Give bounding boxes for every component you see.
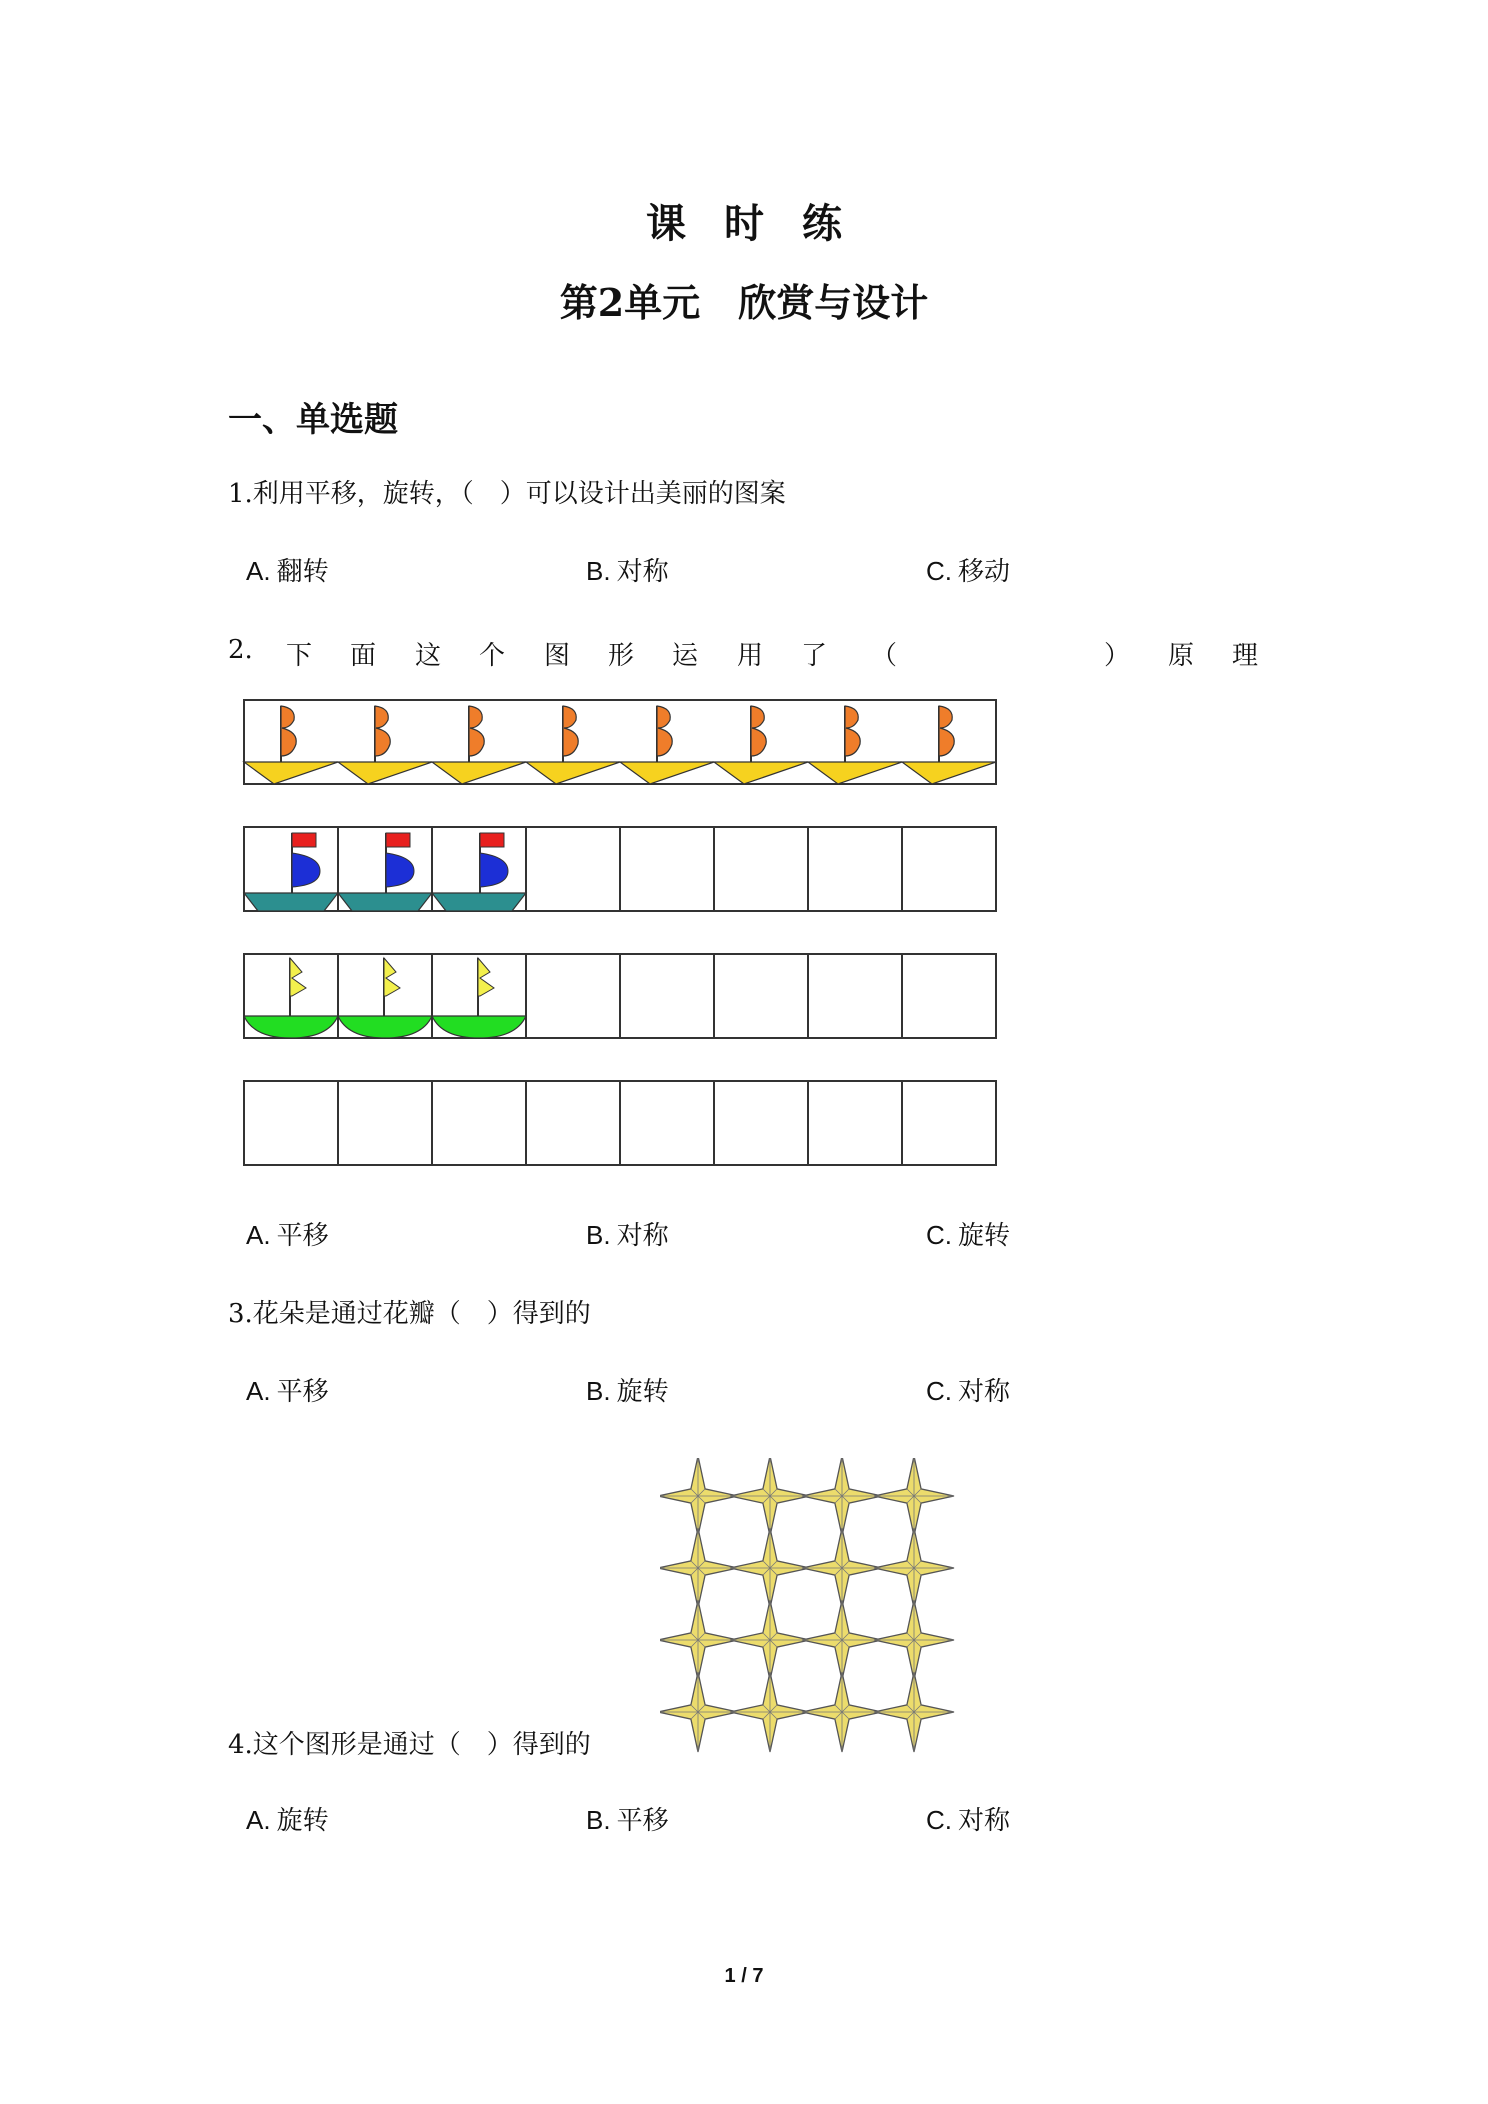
flag — [469, 706, 484, 756]
star-tile — [802, 1672, 882, 1752]
option-label: C. — [926, 1220, 952, 1250]
flag-boat — [244, 706, 338, 784]
q1-option-a[interactable] — [246, 551, 329, 588]
question-3-text: 3.花朵是通过花瓣（ ）得到的 — [228, 1299, 591, 1329]
option-label: A. — [246, 1220, 271, 1250]
sail — [480, 853, 508, 887]
q2-token: 原 — [1168, 641, 1195, 671]
hull — [526, 762, 620, 784]
flag-boat — [714, 706, 808, 784]
boat-row — [244, 827, 996, 911]
q2-token: 理 — [1232, 641, 1259, 671]
option-label: A. — [246, 556, 271, 586]
flag — [939, 706, 954, 756]
flag — [845, 706, 860, 756]
page-subtitle: 第2单元 欣赏与设计 — [559, 280, 929, 325]
flag — [563, 706, 578, 756]
hull — [244, 762, 338, 784]
star-tile — [874, 1458, 954, 1536]
option-label: B. — [586, 1805, 611, 1835]
q1-option-c[interactable] — [926, 551, 1010, 588]
option-text: 移动 — [958, 556, 1011, 586]
section-title: 一、单选题 — [228, 400, 398, 440]
star-tile — [660, 1528, 738, 1608]
star-tile — [660, 1458, 738, 1536]
q4-option-a[interactable] — [246, 1800, 329, 1837]
sail-boat-green — [244, 958, 338, 1038]
option-text: 对称 — [616, 556, 669, 586]
q3-option-c[interactable] — [926, 1371, 1010, 1408]
option-label: C. — [926, 1376, 952, 1406]
option-text: 对称 — [958, 1805, 1011, 1835]
sail — [290, 958, 306, 996]
star-tile — [660, 1672, 738, 1752]
sail-boat-blue — [244, 833, 338, 911]
sail — [384, 958, 400, 996]
boat-row — [244, 1081, 996, 1165]
hull — [432, 762, 526, 784]
option-label: A. — [246, 1376, 271, 1406]
hull — [338, 1016, 432, 1038]
option-text: 平移 — [616, 1805, 669, 1835]
option-text: 翻转 — [276, 556, 329, 586]
star-tile — [730, 1600, 810, 1680]
option-label: B. — [586, 1376, 611, 1406]
q3-option-b[interactable] — [586, 1371, 669, 1408]
hull — [808, 762, 902, 784]
option-label: A. — [246, 1805, 271, 1835]
hull — [432, 893, 526, 911]
flag-boat — [902, 706, 996, 784]
sail-boat-blue — [432, 833, 526, 911]
sail — [292, 853, 320, 887]
flag-boat — [432, 706, 526, 784]
page-number: 1 / 7 — [724, 1965, 764, 1987]
option-text: 旋转 — [616, 1376, 669, 1406]
q2-token: 运 — [672, 641, 699, 671]
flag-boat — [338, 706, 432, 784]
q2-token: 了 — [801, 641, 828, 671]
flag — [292, 833, 316, 847]
hull — [338, 893, 432, 911]
flag — [751, 706, 766, 756]
star-pattern-figure — [660, 1458, 960, 1758]
q3-option-a[interactable] — [246, 1371, 329, 1408]
star-tile — [730, 1458, 810, 1536]
q1-option-b[interactable] — [586, 551, 669, 588]
hull — [244, 893, 338, 911]
star-tile — [874, 1672, 954, 1752]
question-4-text: 4.这个图形是通过（ ）得到的 — [228, 1730, 591, 1760]
q2-token: 这 — [415, 641, 442, 671]
sail-boat-green — [338, 958, 432, 1038]
star-tile — [874, 1528, 954, 1608]
option-text: 对称 — [616, 1220, 669, 1250]
hull — [244, 1016, 338, 1038]
flag — [386, 833, 410, 847]
q2-token: 面 — [350, 641, 377, 671]
q2-token: 下 — [286, 641, 313, 671]
option-text: 平移 — [276, 1376, 329, 1406]
hull — [714, 762, 808, 784]
q2-token: 用 — [737, 641, 764, 671]
hull — [432, 1016, 526, 1038]
flag-boat — [620, 706, 714, 784]
star-tile — [802, 1458, 882, 1536]
option-label: B. — [586, 1220, 611, 1250]
option-text: 旋转 — [958, 1220, 1011, 1250]
star-tile — [802, 1528, 882, 1608]
sail-boat-green — [432, 958, 526, 1038]
hull — [338, 762, 432, 784]
star-tile — [730, 1528, 810, 1608]
page-title: 课时练 — [646, 200, 880, 247]
flag-boat — [526, 706, 620, 784]
option-label: B. — [586, 556, 611, 586]
q4-option-b[interactable] — [586, 1800, 669, 1837]
star-tile — [874, 1600, 954, 1680]
flag — [480, 833, 504, 847]
q2-token: 个 — [479, 641, 506, 671]
q2-option-a[interactable] — [246, 1215, 329, 1252]
sail-boat-blue — [338, 833, 432, 911]
star-tile — [660, 1600, 738, 1680]
flag — [281, 706, 296, 756]
boat-row — [244, 954, 996, 1038]
q2-option-b[interactable] — [586, 1215, 669, 1252]
hull — [902, 762, 996, 784]
option-text: 旋转 — [276, 1805, 329, 1835]
sail — [386, 853, 414, 887]
option-text: 对称 — [958, 1376, 1011, 1406]
option-text: 平移 — [276, 1220, 329, 1250]
q2-token: （ — [871, 641, 898, 671]
sail — [478, 958, 494, 996]
translation-boats-figure — [240, 695, 1020, 1185]
option-label: C. — [926, 1805, 952, 1835]
hull — [620, 762, 714, 784]
question-1-text: 1.利用平移，旋转，（ ）可以设计出美丽的图案 — [228, 479, 786, 509]
q4-option-c[interactable] — [926, 1800, 1010, 1837]
flag-boat — [808, 706, 902, 784]
flag — [375, 706, 390, 756]
star-tile — [730, 1672, 810, 1752]
q2-token: ） — [1104, 641, 1131, 671]
q2-token: 图 — [544, 641, 571, 671]
boat-row — [244, 700, 996, 784]
q2-token: 形 — [608, 641, 635, 671]
star-tile — [802, 1600, 882, 1680]
option-label: C. — [926, 556, 952, 586]
q2-token: 2. — [228, 635, 253, 665]
flag — [657, 706, 672, 756]
q2-option-c[interactable] — [926, 1215, 1010, 1252]
